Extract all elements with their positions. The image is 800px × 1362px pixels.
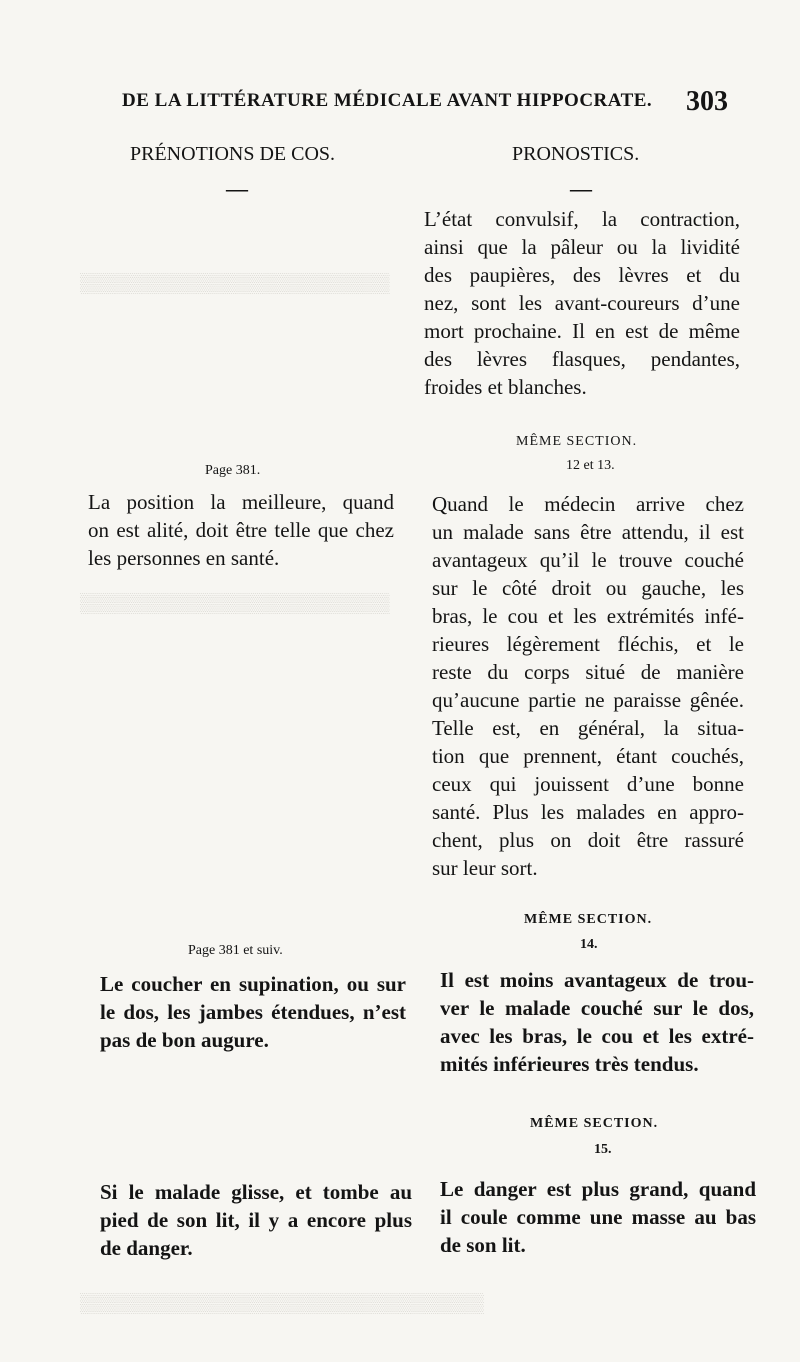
text-line: les personnes en santé. (88, 546, 280, 570)
text-line: pas de bon augure. (100, 1028, 269, 1052)
left-section-2-paragraph (100, 970, 406, 1054)
text-line: bras, le cou et les extrémités infé- (432, 604, 744, 628)
text-line: santé. Plus les malades en appro- (432, 800, 744, 824)
text-line: tion que prennent, étant couchés, (432, 744, 744, 768)
text-line: ceux qui jouissent d’une bonne (432, 772, 744, 796)
text-line: ainsi que la pâleur ou la lividité (424, 235, 740, 259)
text-line: le dos, les jambes étendues, n’est (100, 1000, 406, 1024)
right-title-dash: — (570, 176, 592, 201)
text-line: Si le malade glisse, et tombe au (100, 1180, 412, 1204)
text-line: qu’aucune partie ne paraisse gênée. (432, 688, 744, 712)
text-line: Le coucher en supination, ou sur (100, 972, 406, 996)
text-line: rieures légèrement fléchis, et le (432, 632, 744, 656)
text-line: on est alité, doit être telle que chez (88, 518, 394, 542)
right-section-2-subheading: 12 et 13. (566, 458, 615, 473)
text-line: Telle est, en général, la situa- (432, 716, 744, 740)
text-line: des lèvres flasques, pendantes, (424, 347, 740, 371)
text-line: de son lit. (440, 1233, 526, 1257)
text-line: pied de son lit, il y a encore plus (100, 1208, 412, 1232)
text-line: avec les bras, le cou et les extré- (440, 1024, 754, 1048)
right-section-4-paragraph (440, 1175, 756, 1259)
text-line: La position la meilleure, quand (88, 490, 394, 514)
text-line: ver le malade couché sur le dos, (440, 996, 754, 1020)
text-line: avantageux qu’il le trouve couché (432, 548, 744, 572)
bleed-through-texture: ▒▒▒▒▒▒▒▒▒▒▒▒▒▒▒▒▒▒▒▒▒▒▒ (80, 273, 390, 294)
left-section-3-paragraph (100, 1178, 412, 1262)
text-line: L’état convulsif, la contraction, (424, 207, 740, 231)
left-section-1-page-ref: Page 381. (205, 463, 261, 478)
left-section-2-page-ref: Page 381 et suiv. (188, 943, 283, 958)
right-section-2-heading: MÊME SECTION. (516, 434, 638, 449)
text-line: froides et blanches. (424, 375, 587, 399)
text-line: il coule comme une masse au bas (440, 1205, 756, 1229)
text-line: de danger. (100, 1236, 193, 1260)
right-section-4-subheading: 15. (594, 1142, 612, 1157)
text-line: nez, sont les avant-coureurs d’une (424, 291, 740, 315)
right-section-1-paragraph (424, 205, 740, 401)
bleed-through-texture: ▒▒▒▒▒▒▒▒▒▒▒▒▒▒▒▒▒▒▒▒▒▒▒▒▒▒▒▒▒▒ (80, 1293, 484, 1314)
right-section-3-subheading: 14. (580, 937, 598, 952)
right-column-title: PRONOSTICS. (512, 143, 640, 165)
bleed-through-texture: ▒▒▒▒▒▒▒▒▒▒▒▒▒▒▒▒▒▒▒▒▒▒▒ (80, 593, 390, 614)
text-line: chent, plus on doit être rassuré (432, 828, 744, 852)
left-column-title: PRÉNOTIONS DE COS. (130, 143, 336, 165)
left-section-1-paragraph (88, 488, 394, 572)
text-line: reste du corps situé de manière (432, 660, 744, 684)
text-line: mités inférieures très tendus. (440, 1052, 699, 1076)
running-head: DE LA LITTÉRATURE MÉDICALE AVANT HIPPOCRATE. (122, 90, 653, 111)
text-line: des paupières, des lèvres et du (424, 263, 740, 287)
text-line: Quand le médecin arrive chez (432, 492, 744, 516)
text-line: Il est moins avantageux de trou- (440, 968, 754, 992)
text-line: un malade sans être attendu, il est (432, 520, 744, 544)
right-section-3-heading: MÊME SECTION. (524, 912, 653, 927)
text-line: sur leur sort. (432, 856, 538, 880)
right-section-2-paragraph (432, 490, 744, 882)
left-title-dash: — (226, 176, 248, 201)
text-line: sur le côté droit ou gauche, les (432, 576, 744, 600)
text-line: Le danger est plus grand, quand (440, 1177, 756, 1201)
page-number: 303 (686, 86, 728, 117)
text-line: mort prochaine. Il en est de même (424, 319, 740, 343)
right-section-3-paragraph (440, 966, 754, 1078)
right-section-4-heading: MÊME SECTION. (530, 1116, 659, 1131)
